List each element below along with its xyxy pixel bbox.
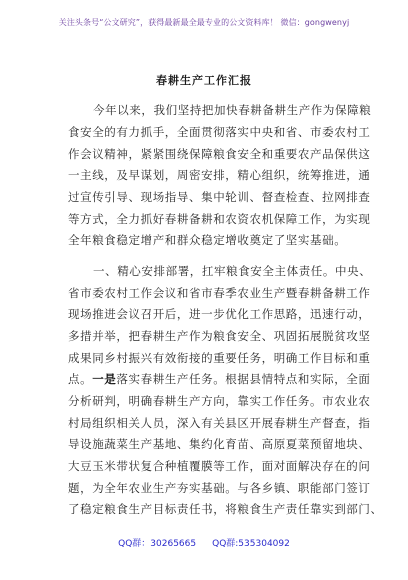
paragraph-fragment: 落实春耕生产任务。根据县情特点和实际，全面 xyxy=(116,372,371,386)
paragraph-line: 分析研判，明确春耕生产方向，靠实工作任务。市农业农 xyxy=(68,394,371,408)
bold-lead-text: 一是 xyxy=(92,372,117,386)
paragraph-line: 作会议精神，紧紧围绕保障粮食安全和重要农产品保供这 xyxy=(68,147,371,161)
paragraph-line: 食安全的有力抓手，全面贯彻落实中央和省、市委农村工 xyxy=(68,125,371,139)
paragraph-line: 一、精心安排部署，扛牢粮食安全主体责任。中央、 xyxy=(93,264,372,278)
paragraph-line: 等方式，全力抓好春耕备耕和农资农机保障工作，为实现 xyxy=(68,212,371,226)
paragraph-line: 过宣传引导、现场指导、集中轮训、督查检查、拉网排查 xyxy=(68,190,371,204)
paragraph-line-mixed xyxy=(68,372,371,386)
paragraph-line: 村局组织相关人员，深入有关县区开展春耕生产督查，指 xyxy=(68,416,371,430)
paragraph-line: 题，为全年农业生产夯实基础。与各乡镇、职能部门签订 xyxy=(68,481,371,495)
paragraph-line: 导设施蔬菜生产基地、集约化育苗、高原夏菜预留地块、 xyxy=(68,437,371,451)
paragraph-line: 现场推进会议召开后，进一步优化工作思路，迅速行动， xyxy=(68,307,371,321)
paragraph-fragment: 点。 xyxy=(68,372,93,386)
paragraph-line: 大豆玉米带状复合种植覆膜等工作，面对面解决存在的问 xyxy=(68,459,371,473)
paragraph-line: 成果同乡村振兴有效衔接的重要任务，明确工作目标和重 xyxy=(68,351,371,365)
paragraph-line: 一主线，及早谋划，周密安排，精心组织，统筹推进，通 xyxy=(68,168,371,182)
paragraph-line: 今年以来，我们坚持把加快春耕备耕生产作为保障粮 xyxy=(93,103,372,117)
footer xyxy=(0,536,408,549)
qq-group-2: QQ群:535304092 xyxy=(212,539,290,549)
paragraph-line: 多措并举，把春耕生产作为粮食安全、巩固拓展脱贫攻坚 xyxy=(68,329,371,343)
qq-group-1: QQ群：30265665 xyxy=(118,539,197,549)
paragraph-line: 了稳定粮食生产目标责任书，将粮食生产责任靠实到部门、 xyxy=(68,502,383,516)
header-banner: 关注头条号“公文研究”，获得最新最全最专业的公文资料库！ 微信：gongwenyj xyxy=(58,18,350,27)
document-title: 春耕生产工作汇报 xyxy=(156,74,252,87)
paragraph-line: 省市委农村工作会议和省市春季农业生产暨春耕备耕工作 xyxy=(68,286,371,300)
paragraph-line: 全年粮食稳定增产和群众稳定增收奠定了坚实基础。 xyxy=(68,233,347,247)
